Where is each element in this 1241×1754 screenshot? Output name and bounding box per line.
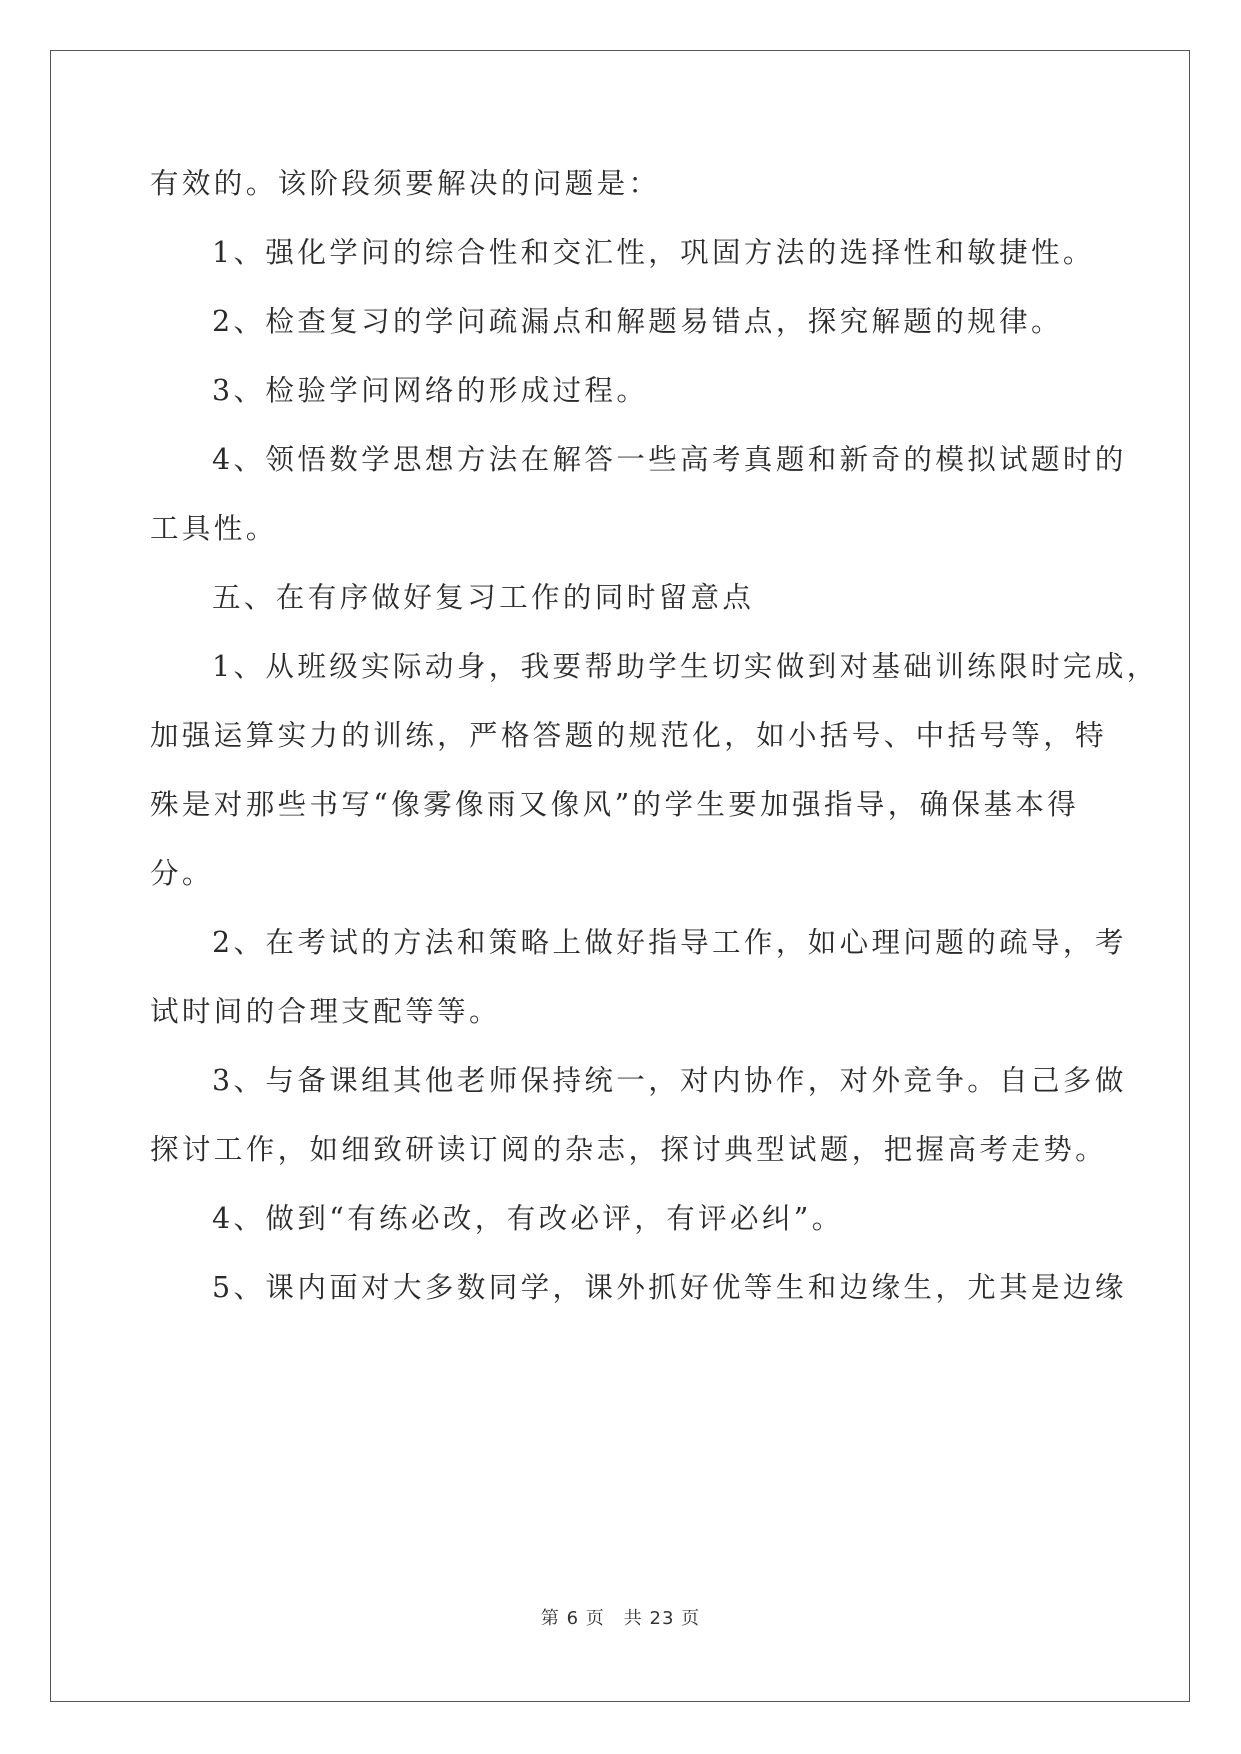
paragraph-line: 分。: [150, 857, 214, 890]
paragraph-line: 4、领悟数学思想方法在解答一些高考真题和新奇的模拟试题时的: [212, 443, 1127, 476]
page-number-footer: 第 6 页 共 23 页: [540, 1608, 701, 1629]
paragraph-line: 2、检查复习的学问疏漏点和解题易错点，探究解题的规律。: [212, 305, 1063, 338]
paragraph-line: 试时间的合理支配等等。: [150, 995, 501, 1028]
paragraph-line: 3、检验学问网络的形成过程。: [212, 374, 649, 407]
paragraph-line: 工具性。: [150, 512, 278, 545]
paragraph-line: 2、在考试的方法和策略上做好指导工作，如心理问题的疏导，考: [212, 926, 1127, 959]
paragraph-line: 3、与备课组其他老师保持统一，对内协作，对外竞争。自己多做: [212, 1064, 1127, 1097]
page-frame: [50, 50, 1190, 1702]
section-heading: 五、在有序做好复习工作的同时留意点: [212, 581, 755, 614]
paragraph-line: 加强运算实力的训练，严格答题的规范化，如小括号、中括号等，特: [150, 719, 1108, 752]
paragraph-line: 4、做到“有练必改，有改必评，有评必纠”。: [212, 1202, 844, 1235]
paragraph-line: 1、强化学问的综合性和交汇性，巩固方法的选择性和敏捷性。: [212, 236, 1095, 269]
paragraph-line: 有效的。该阶段须要解决的问题是：: [150, 167, 661, 200]
paragraph-line: 殊是对那些书写“像雾像雨又像风”的学生要加强指导，确保基本得: [150, 788, 1080, 821]
paragraph-line: 1、从班级实际动身，我要帮助学生切实做到对基础训练限时完成，: [212, 650, 1159, 683]
paragraph-line: 探讨工作，如细致研读订阅的杂志，探讨典型试题，把握高考走势。: [150, 1133, 1108, 1166]
paragraph-line: 5、课内面对大多数同学，课外抓好优等生和边缘生，尤其是边缘: [212, 1271, 1127, 1304]
